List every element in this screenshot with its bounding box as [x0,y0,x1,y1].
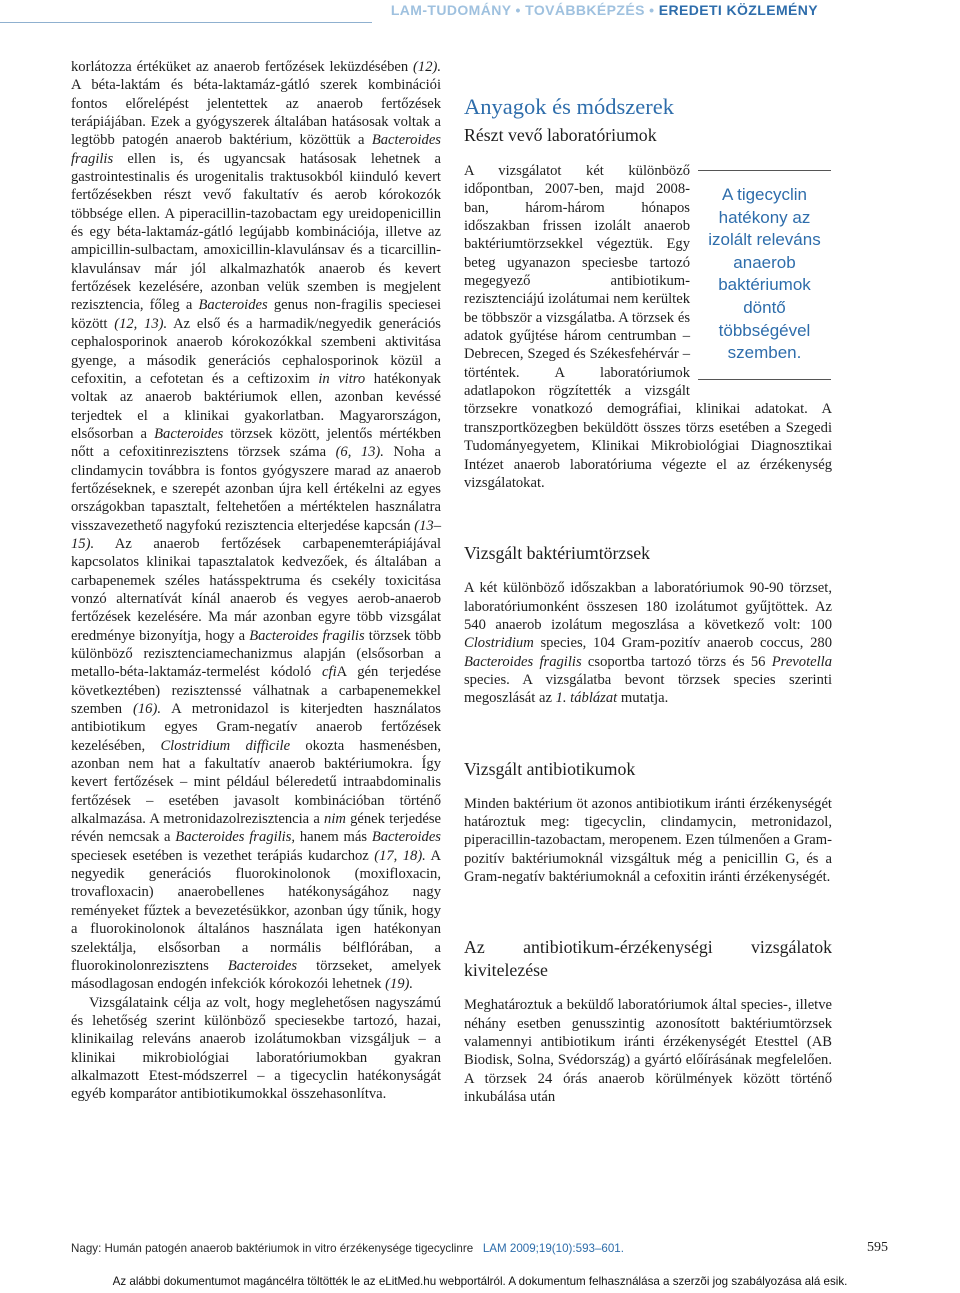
paragraph-antibiotikumok: Minden baktérium öt azonos antibiotikum iránti érzékenységét határoztuk meg: tigecyclin, clindamycin, metronidazol, piperacillin-tazobactam, meropenem. Ezen túlmenően a Gram-pozitív baktériumoknál vizsgáltuk még a penicillin G, és a Gram-negatív baktériumoknál a cefoxitin iránti érzékenységét. [464,795,832,885]
heading-vizsgalt-bakteriumtorzsek: Vizsgált baktériumtörzsek [464,543,651,564]
right-column [464,62,832,1106]
footer-article-title: Nagy: Humán patogén anaerob baktériumok in vitro érzékenysége tigecyclinre [71,1242,474,1255]
heading-erzekenysegi-vizsgalatok: Az antibiotikum-érzékenységi vizsgálatok kivitelezése [464,937,832,981]
download-notice: Az alábbi dokumentumot magáncélra töltötték le az eLitMed.hu webportálról. A dokumentum felhasználása a szerzõi jog szabályozása alá esik. [0,1271,960,1293]
paragraph-torzsek: A két különböző időszakban a laboratóriumok 90-90 törzset, laboratóriumonként összesen 180 izolátumot gyűjtöttek. Az 540 anaerob izolátum megoszlása a következő volt: 100 Clostridium species, 104 Gram-pozitív anaerob coccus, 280 Bacteroides fragilis csoportba tartozó törzs és 56 Prevotella species. A vizsgálatba bevont törzsek species szerinti megoszlását az 1. táblázat mutatja. [464,580,833,707]
heading-anyagok-es-modszerek: Anyagok és módszerek [464,94,674,119]
paragraph-laboratoriumok: A vizsgálatot két különböző időpontban, 2007-ben, majd 2008-ban, három-három hónapos időszakban frissen izolált anaerob baktériumtörzsekkel végeztük. Egy beteg ugyanazon speciesbe tartozó megegyező antibiotikum-rezisztenciájú izolátumai nem kerültek be többször a vizsgálatba. A törzsek és adatok gyűjtése három centrumban – Debrecen, Szeged és Székesfehérvár – történtek. A laboratóriumok adatlapokon rögzítették a vizsgált törzsekre vonatkozó demográfiai, klinikai adatokat. A transzportközegben beküldött összes törzs esetében a Szegedi Tudományegyetem, Klinikai Mikrobiológiai Diagnosztikai Intézet anaerob laboratóriuma végezte el az érzékenység vizsgálatokat. [464,163,832,491]
left-paragraph-intro: korlátozza értéküket az anaerob fertőzések leküzdésében (12). A béta-laktám és béta-laktamáz-gátló szerek kombinációi fontos előrelépést jelentettek az anaerob fertőzések terápiájában. Ezek a gyógyszerek általában hatásosak voltak a legtöbb patogén anaerob baktérium, közöttük a Bacteroides fragilis ellen is, és ugyancsak hatásosak lehetnek a gastrointestinalis és urogenitalis traktusokból kiinduló kevert fertőzésekben részt vevő fakultatív és aerob kórokozók többsége ellen. A piperacillin-tazobactam egy ureidopenicillin és egy béta-laktamáz-gátló legújabb kombinációja, illetve az ampicillin-sulbactam, amoxicillin-klavulánsav és a ticarcillin-klavulánsav már jól alkalmazhatók anaerob és kevert fertőzések kezelésére, azonban velük szemben is megjelent rezisztencia, főleg a Bacteroides genus non-fragilis speciesei között (12, 13). Az első és a harmadik/negyedik generációs cephalosporinok anaerob kórokozókkal szembeni aktivitása gyenge, a második generációs cephalosporinok közül a cefoxitin, a cefotetan és a ceftizoxim in vitro hatékonyak voltak az anaerob baktériumok ellen, azonban kevéssé terjedtek el a klinikai gyakorlatban. Magyarországon, elsősorban a Bacteroides törzsek között, jelentős mértékben nőtt a cefoxitinrezisztens törzsek száma (6, 13). Noha a clindamycin továbbra is fontos gyógyszere marad az anaerob fertőzéseknek, e szerepét azonban újra kell értékelni az egyes országokban tapasztalt, feltehetően a mértéktelen használatra visszavezethető nagyfokú rezisztencia elterjedése kapcsán (13–15). Az anaerob fertőzések carbapenemterápiájával kapcsolatos klinikai tapasztalatok kedvezőek, és általában a carbapenemek széles hatásspektruma és csekély toxicitása vonzó alternatívát kínál anaerob és vegyes aerob-anaerob fertőzések kezelésére. Ma már azonban egyre több vizsgálat eredménye bizonyítja, hogy a Bacteroides fragilis törzsek több különböző rezisztenciamechanizmus alapján (elsősorban a metallo-béta-laktamáz-termelést kódoló cfiA gén terjedése következtében) rezisztenssé válhatnak a carbapenemekkel szemben (16). A metronidazol is kiterjedten használatos antibiotikum egyes Gram-negatív anaerob fertőzések kezelésében, Clostridium difficile okozta hasmenésben, azonban nem hat a fakultatív anaerob baktériumokra. Így kevert fertőzések – mint például béleredetű intraabdominalis fertőzések – esetében javasolt kombinációban történő alkalmazása. A metronidazolrezisztencia a nim gének terjedése révén nemcsak a Bacteroides fragilis, hanem más Bacteroides speciesek esetében is vezethet terápiás kudarchoz (17, 18). A negyedik generációs fluorokinolonok (moxifloxacin, trovafloxacin) anaerobellenes hatékonyságához nagy reményeket fűztek a bevezetésükkor, azonban úgy tűnik, hogy a fluorokinolonok általános használata igen hatékonyan szelektálja, elsősorban a normális bélflórában, a fluorokinolonrezisztens Bacteroides törzseket, amelyek másodlagosan endogén infekciók kórokozói lehetnek (19). [71,59,442,993]
header-eredeti-kozlemeny: EREDETI KÖZLEMÉNY [658,2,818,18]
heading-vizsgalt-antibiotikumok: Vizsgált antibiotikumok [464,758,636,779]
header-lam-tudomany: LAM-TUDOMÁNY [390,2,512,18]
header-tovabbkepzes: TOVÁBBKÉPZÉS [525,2,645,18]
paragraph-kivitelezes: Meghatároztuk a beküldő laboratóriumok által species-, illetve néhány esetben genusszintig azonosított baktériumtörzsek valamennyi antibiotikum iránti érzékenységét Etesttel (AB Biodisk, Solna, Svédország) a gyártó előírásának megfelelően. A törzsek 24 órás anaerob körülmények között történő inkubálása után [464,997,832,1106]
header-separator-dot: • [649,2,655,18]
footer-citation [71,1242,624,1255]
pull-quote: A tigecyclin hatékony az izolált releváns anaerob baktériumok döntő többségével szemben. [698,170,831,380]
footer-journal-ref: LAM 2009;19(10):593–601. [482,1242,624,1255]
header-separator-dot: • [515,2,521,18]
page-number: 595 [867,1240,888,1255]
header-rule [0,22,372,23]
section-header [391,2,818,18]
heading-reszt-vevo-laboratoriumok: Részt vevő laboratóriumok [464,125,657,145]
left-paragraph-aim: Vizsgálataink célja az volt, hogy meglehetősen nagyszámú és lehetőség szerint különböző speciesekbe tartozó, hazai, klinikailag releváns anaerob izolátumokban vizsgáljuk – a klinikai mikrobiológiai laboratóriumokban gyakran alkalmazott Etest-módszerrel – a tigecyclin hatékonyságát egyéb komparátor antibiotikumokkal összehasonlítva. [71,994,441,1103]
left-column [71,58,441,1104]
